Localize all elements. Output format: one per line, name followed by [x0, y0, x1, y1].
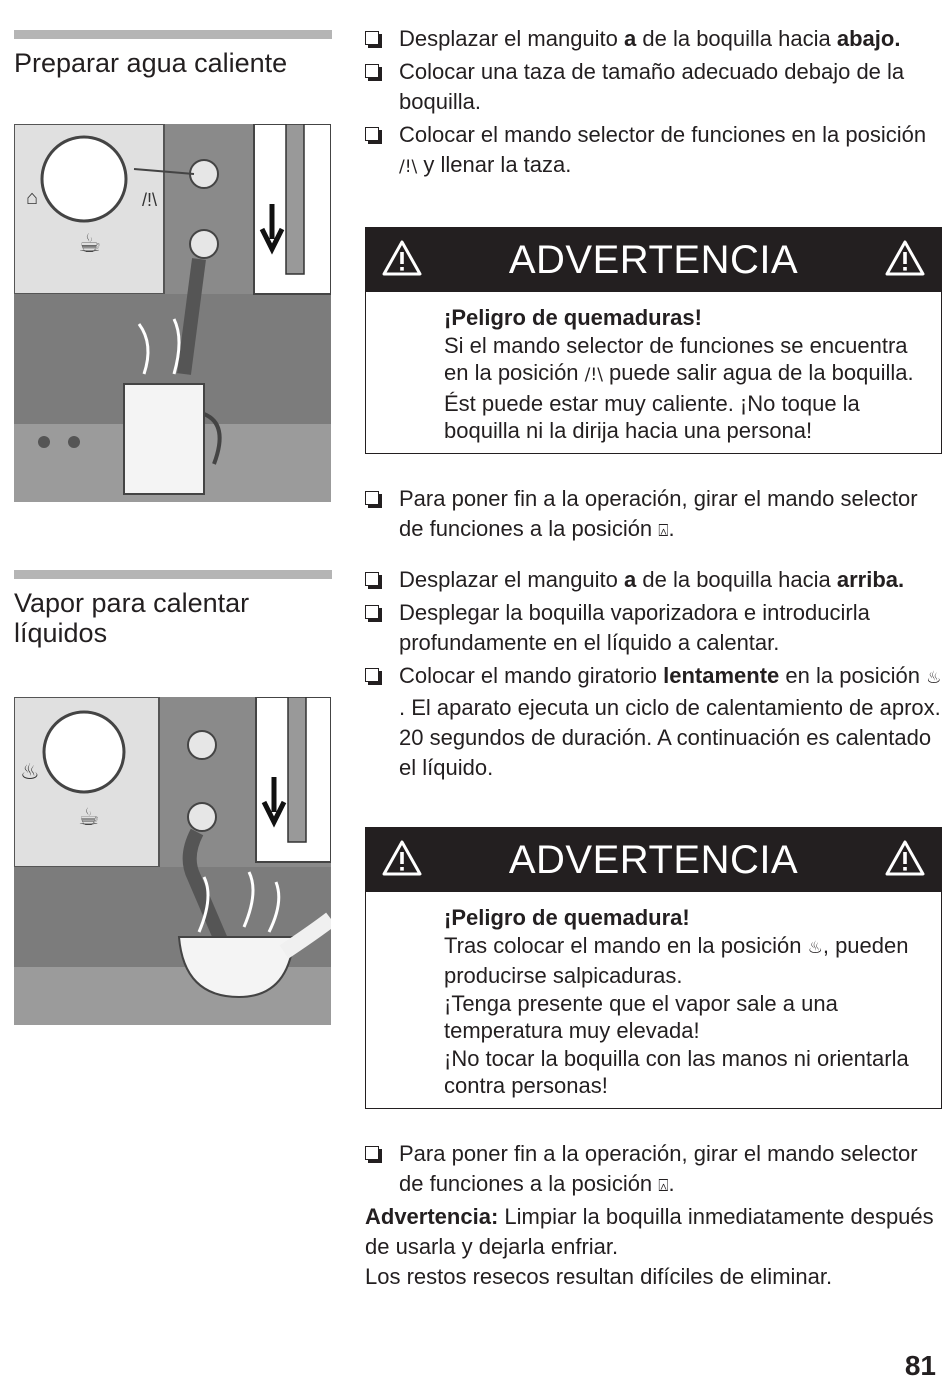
svg-text:☕: ☕: [78, 228, 102, 258]
svg-text:☕: ☕: [78, 804, 100, 831]
svg-text:⌂: ⌂: [26, 187, 39, 209]
warning-title: ADVERTENCIA: [508, 838, 799, 882]
cup-position-icon: ⍓: [658, 1176, 669, 1196]
checkbox-bullet-icon: [365, 572, 379, 586]
warning-triangle-icon: [382, 240, 422, 276]
note-label: Advertencia:: [365, 1204, 499, 1229]
warning-header: [366, 828, 941, 892]
list-item: Colocar el mando giratorio lentamente en la posición ♨. El aparato ejecuta un ciclo de calentamiento de aprox. 20 segundos de duración. A continuación es calentado el líquido.: [365, 661, 945, 783]
list-item: Desplazar el manguito a de la boquilla hacia arriba.: [365, 565, 945, 595]
section-rule: [14, 30, 332, 39]
hot-water-steps: [365, 24, 945, 185]
checkbox-bullet-icon: [365, 127, 379, 141]
section-title-hot-water: Preparar agua caliente: [14, 48, 288, 78]
checkbox-bullet-icon: [365, 31, 379, 45]
steam-end-step: [365, 1139, 945, 1204]
warning-heading: ¡Peligro de quemaduras!: [444, 305, 702, 330]
hot-water-illustration: [14, 124, 331, 502]
steam-illustration: [14, 697, 331, 1025]
steam-steps: [365, 565, 945, 786]
hot-water-symbol-icon: /!\: [584, 365, 603, 385]
warning-box-steam: [365, 827, 942, 1109]
list-item: Para poner fin a la operación, girar el mando selector de funciones a la posición ⍓.: [365, 484, 945, 546]
list-item: Desplazar el manguito a de la boquilla hacia abajo.: [365, 24, 945, 54]
warning-triangle-icon: [885, 240, 925, 276]
list-item: Desplegar la boquilla vaporizadora e introducirla profundamente en el líquido a calentar.: [365, 598, 945, 658]
warning-box-hot-water: [365, 227, 942, 454]
list-item: Colocar el mando selector de funciones en la posición /!\ y llenar la taza.: [365, 120, 945, 182]
steam-symbol-icon: ♨: [807, 937, 823, 958]
warning-body: ¡Peligro de quemaduras! Si el mando selector de funciones se encuentra en la posición /!\ puede salir agua de la boquilla. Ést puede estar muy caliente. ¡No toque la boquilla ni la dirija hacia una persona!: [366, 292, 941, 453]
list-item: Para poner fin a la operación, girar el mando selector de funciones a la posición ⍓.: [365, 1139, 945, 1201]
warning-triangle-icon: [885, 840, 925, 876]
svg-text:/!\: /!\: [142, 190, 158, 210]
checkbox-bullet-icon: [365, 1146, 379, 1160]
hot-water-end-step: [365, 484, 945, 549]
section-title-steam: Vapor para calentar líquidos: [14, 588, 250, 648]
list-item: Colocar una taza de tamaño adecuado debajo de la boquilla.: [365, 57, 945, 117]
warning-title: ADVERTENCIA: [508, 238, 799, 282]
warning-body: ¡Peligro de quemadura! Tras colocar el mando en la posición ♨, pueden producirse salpicaduras. ¡Tenga presente que el vapor sale a una temperatura muy elevada! ¡No tocar la boquilla con las manos ni orientarla contra personas!: [366, 892, 941, 1108]
checkbox-bullet-icon: [365, 605, 379, 619]
checkbox-bullet-icon: [365, 491, 379, 505]
warning-triangle-icon: [382, 840, 422, 876]
cup-position-icon: ⍓: [658, 521, 669, 541]
cleaning-note: Advertencia: Limpiar la boquilla inmediatamente después de usarla y dejarla enfriar. Los restos resecos resultan difíciles de eliminar.: [365, 1204, 934, 1289]
checkbox-bullet-icon: [365, 668, 379, 682]
warning-header: [366, 228, 941, 292]
hot-water-symbol-icon: /!\: [399, 157, 418, 177]
page-number: 81: [904, 1350, 936, 1381]
steam-symbol-icon: ♨: [926, 668, 942, 688]
checkbox-bullet-icon: [365, 64, 379, 78]
section-rule: [14, 570, 332, 579]
svg-text:♨: ♨: [20, 759, 40, 784]
warning-heading: ¡Peligro de quemadura!: [444, 905, 690, 930]
